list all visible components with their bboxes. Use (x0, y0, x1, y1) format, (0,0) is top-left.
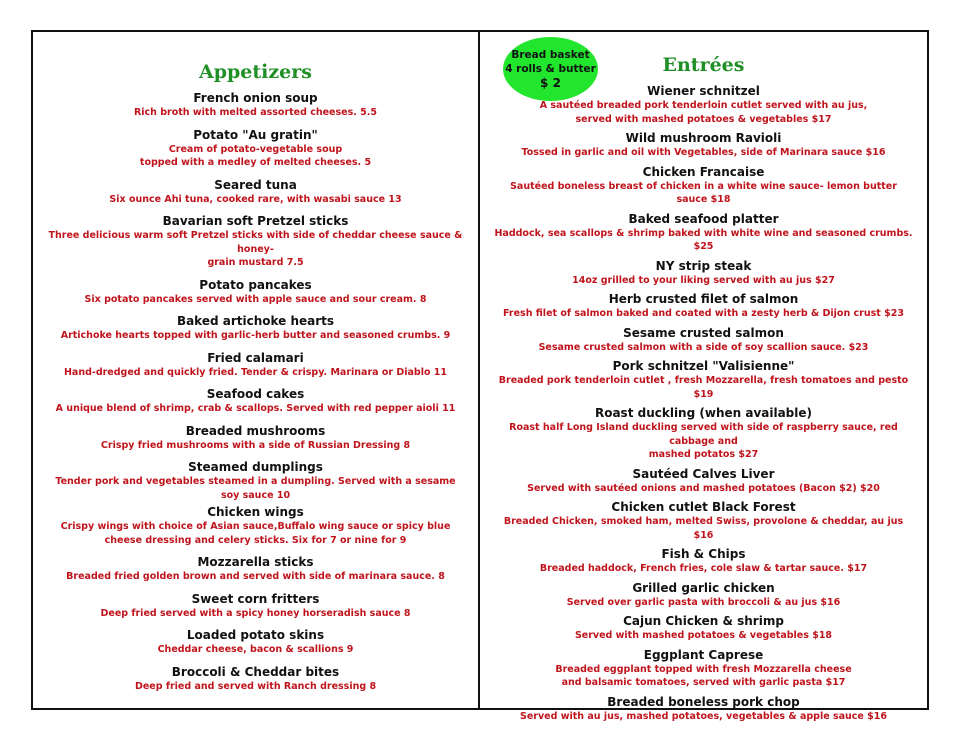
item-description: Cheddar cheese, bacon & scallions 9 (157, 644, 354, 655)
list-item (480, 325, 927, 355)
item-name: NY strip steak (655, 258, 752, 273)
item-name: Chicken cutlet Black Forest (611, 500, 796, 514)
item-description: Six potato pancakes served with apple sauce and sour cream. 8 (84, 293, 427, 305)
item-description: Breaded haddock, French fries, cole slaw & tartar sauce. $17 (539, 563, 868, 574)
item-name: Grilled garlic chicken (632, 580, 775, 595)
list-item (33, 504, 478, 547)
badge-price: $ 2 (540, 76, 561, 90)
item-name: French onion soup (193, 91, 318, 105)
item-description: Three delicious warm soft Pretzel sticks with side of cheddar cheese sauce & honey- grain mustard 7.5 (48, 230, 463, 268)
list-item (480, 258, 927, 288)
list-item (33, 554, 478, 584)
item-description: 14oz grilled to your liking served with au jus $27 (572, 274, 835, 286)
item-description: A sautéed breaded pork tenderloin cutlet served with au jus, served with mashed potatoes & vegetables $17 (539, 100, 868, 125)
item-description: Tossed in garlic and oil with Vegetables, side of Marinara sauce $16 (521, 147, 886, 158)
item-name: Fried calamari (207, 350, 304, 365)
item-description: Breaded fried golden brown and served with side of marinara sauce. 8 (66, 571, 445, 582)
list-item (33, 459, 478, 502)
list-item (480, 405, 927, 462)
list-item (33, 627, 478, 657)
item-description: Served with mashed potatoes & vegetables $18 (574, 630, 833, 641)
entrees-column (480, 30, 927, 727)
item-description: Sesame crusted salmon with a side of soy scallion sauce. $23 (538, 341, 869, 353)
item-description: Breaded eggplant topped with fresh Mozzarella cheese and balsamic tomatoes, served with garlic pasta $17 (555, 663, 852, 688)
entrees-list (480, 83, 927, 723)
item-name: Baked seafood platter (628, 211, 779, 226)
item-name: Eggplant Caprese (643, 647, 764, 662)
item-description: Deep fried and served with Ranch dressing 8 (134, 680, 377, 692)
list-item (480, 499, 927, 542)
list-item (480, 466, 927, 496)
list-item (33, 664, 478, 694)
item-name: Loaded potato skins (186, 628, 325, 642)
item-name: Chicken Francaise (642, 164, 765, 179)
list-item (33, 350, 478, 380)
item-description: Sautéed boneless breast of chicken in a white wine sauce- lemon butter sauce $18 (510, 180, 897, 205)
item-name: Chicken wings (207, 505, 304, 519)
item-name: Wild mushroom Ravioli (625, 131, 782, 145)
list-item (480, 694, 927, 724)
item-description: Artichoke hearts topped with garlic-herb butter and seasoned crumbs. 9 (60, 330, 451, 341)
item-name: Potato pancakes (199, 277, 312, 292)
item-name: Bavarian soft Pretzel sticks (162, 214, 349, 228)
list-item (480, 291, 927, 321)
list-item (33, 177, 478, 207)
badge-line-2: 4 rolls & butter (505, 63, 596, 75)
item-description: Fresh filet of salmon baked and coated with a zesty herb & Dijon crust $23 (503, 308, 904, 319)
entrees-title: Entrées (662, 54, 745, 76)
item-name: Seafood cakes (206, 387, 305, 401)
list-item (33, 423, 478, 453)
list-item (33, 90, 478, 120)
item-description: Served with sautéed onions and mashed potatoes (Bacon $2) $20 (527, 482, 880, 494)
list-item (480, 358, 927, 401)
item-name: Herb crusted filet of salmon (608, 292, 799, 306)
list-item (480, 580, 927, 610)
item-name: Mozzarella sticks (197, 555, 314, 569)
list-item (480, 211, 927, 254)
item-name: Wiener schnitzel (647, 84, 760, 98)
item-description: Haddock, sea scallops & shrimp baked with white wine and seasoned crumbs. $25 (494, 227, 913, 252)
item-description: Breaded Chicken, smoked ham, melted Swiss, provolone & cheddar, au jus $16 (503, 516, 904, 541)
list-item (33, 313, 478, 343)
item-description: Breaded pork tenderloin cutlet , fresh Mozzarella, fresh tomatoes and pesto $19 (498, 375, 909, 400)
item-name: Pork schnitzel "Valisienne" (612, 359, 795, 373)
appetizers-column (33, 30, 478, 700)
item-name: Sautéed Calves Liver (632, 466, 775, 481)
list-item (480, 164, 927, 207)
item-description: Served with au jus, mashed potatoes, vegetables & apple sauce $16 (519, 710, 887, 722)
item-name: Sesame crusted salmon (623, 325, 784, 340)
item-description: Hand-dredged and quickly fried. Tender & crispy. Marinara or Diablo 11 (63, 366, 448, 378)
appetizers-title: Appetizers (199, 61, 312, 83)
list-item (33, 127, 478, 170)
item-description: Tender pork and vegetables steamed in a dumpling. Served with a sesame soy sauce 10 (55, 476, 456, 501)
item-name: Broccoli & Cheddar bites (171, 664, 340, 679)
bread-basket-badge (503, 37, 598, 101)
item-name: Breaded boneless pork chop (607, 694, 800, 709)
item-name: Fish & Chips (661, 547, 746, 561)
item-name: Sweet corn fritters (191, 591, 320, 606)
item-description: Served over garlic pasta with broccoli & au jus $16 (566, 596, 841, 608)
item-description: Cream of potato-vegetable soup topped with a medley of melted cheeses. 5 (139, 143, 372, 168)
item-description: Six ounce Ahi tuna, cooked rare, with wasabi sauce 13 (109, 193, 402, 205)
list-item (33, 591, 478, 621)
item-name: Baked artichoke hearts (176, 314, 335, 328)
item-name: Cajun Chicken & shrimp (623, 614, 784, 628)
item-name: Breaded mushrooms (185, 423, 326, 438)
list-item (33, 386, 478, 416)
list-item (33, 213, 478, 270)
list-item (480, 546, 927, 576)
item-name: Potato "Au gratin" (193, 127, 318, 142)
item-description: Roast half Long Island duckling served with side of raspberry sauce, red cabbage and mashed potatos $27 (509, 422, 898, 460)
item-name: Steamed dumplings (188, 460, 323, 474)
list-item (33, 277, 478, 307)
list-item (480, 130, 927, 160)
badge-line-1: Bread basket (511, 49, 590, 61)
appetizers-list (33, 90, 478, 693)
item-description: A unique blend of shrimp, crab & scallops. Served with red pepper aioli 11 (55, 403, 456, 414)
item-description: Crispy wings with choice of Asian sauce,Buffalo wing sauce or spicy blue cheese dressing and celery sticks. Six for 7 or nine for 9 (60, 521, 451, 546)
item-description: Crispy fried mushrooms with a side of Russian Dressing 8 (100, 439, 411, 451)
list-item (480, 613, 927, 643)
item-name: Seared tuna (214, 177, 297, 192)
list-item (480, 647, 927, 690)
item-description: Deep fried served with a spicy honey horseradish sauce 8 (100, 607, 411, 619)
item-description: Rich broth with melted assorted cheeses. 5.5 (133, 107, 378, 118)
item-name: Roast duckling (when available) (594, 406, 813, 420)
